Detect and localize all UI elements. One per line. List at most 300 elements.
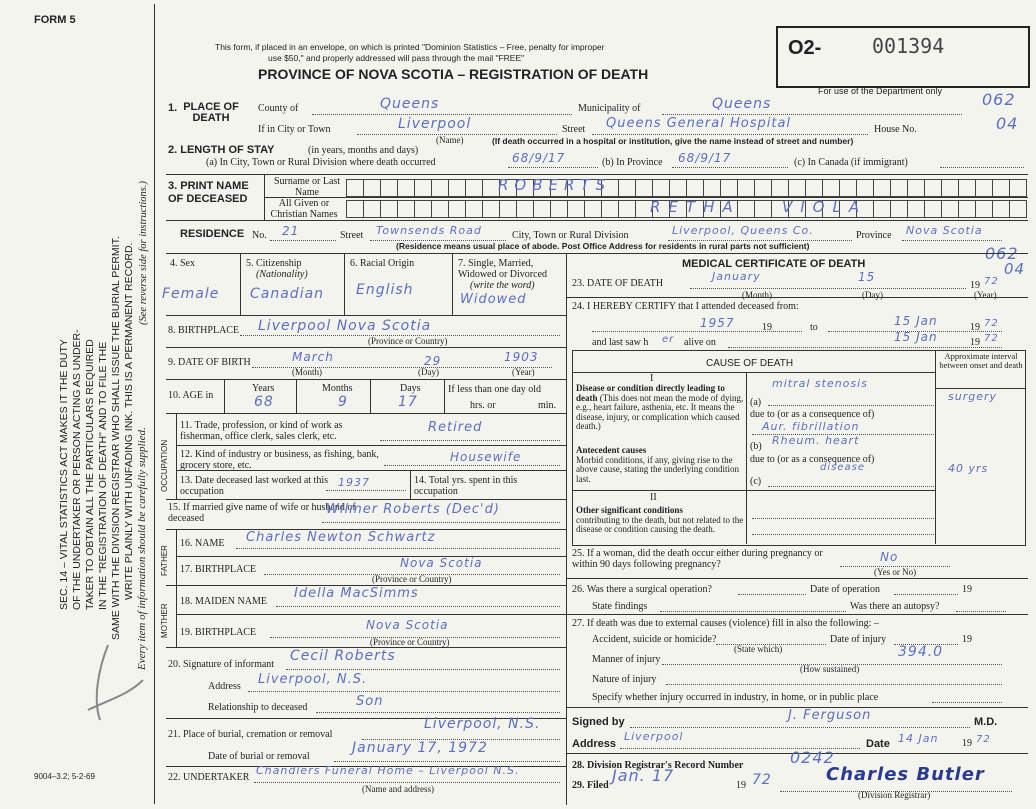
- father-birthplace-value: Nova Scotia: [400, 556, 483, 570]
- occupation-side-label: OCCUPATION: [160, 439, 169, 492]
- department-code-b: 04: [996, 114, 1019, 133]
- antecedent-desc: Morbid conditions, if any, giving rise to the above cause, stating the underlying condition last.: [576, 454, 739, 484]
- stay-c-line: [940, 167, 1024, 168]
- cause-label-divider: [746, 372, 747, 544]
- letter-box: [482, 200, 500, 218]
- undertaker-hint: (Name and address): [362, 784, 434, 794]
- side-text-6: WRITE PLAINLY WITH UNFADING INK. THIS IS A PERMANENT RECORD.: [123, 242, 135, 600]
- letter-box: [839, 179, 857, 197]
- q13-label: 13. Date deceased last worked at this occupation: [180, 475, 329, 497]
- mail-notice-2: use $50," and properly addressed will pass through the mail "FREE": [268, 53, 525, 63]
- side-text-3: TAKER TO OBTAIN ALL THE PARTICULARS REQUIRED: [84, 339, 96, 610]
- attended-to-label: to: [810, 322, 818, 333]
- direct-cause-desc: (This does not mean the mode of dying, e.g., heart failure, asthenia, etc. It means the disease, injury, or complication which caused death.): [576, 392, 744, 431]
- pregnancy-label: 25. If a woman, did the death occur either during pregnancy or within 90 days following pregnancy?: [572, 548, 823, 570]
- informant-address-value: Liverpool, N.S.: [258, 672, 368, 687]
- surname-value: ROBERTS: [498, 176, 612, 194]
- q13-value: 1937: [338, 476, 370, 489]
- record-number-value: 0242: [790, 748, 835, 767]
- form-code: 9004–3.2; 5-2-69: [34, 772, 95, 781]
- age-months-value: 9: [338, 394, 348, 410]
- registration-prefix: O2-: [788, 37, 822, 59]
- stay-a-value: 68/9/17: [512, 151, 566, 165]
- manner-code: 394.0: [898, 644, 944, 660]
- residence-note: (Residence means usual place of abode. Post Office Address for residents in rural parts not sufficient): [396, 241, 810, 251]
- other-conditions-title: Other significant conditions: [576, 505, 683, 515]
- attended-to: 15 Jan: [894, 314, 938, 328]
- hospital-note: (If death occurred in a hospital or institution, give the name instead of street and number): [492, 136, 854, 146]
- father-name-label: 16. NAME: [180, 538, 225, 549]
- state-which-hint: (State which): [734, 644, 783, 654]
- department-code-c: 062: [985, 244, 1019, 263]
- pregnancy-value: No: [880, 550, 899, 564]
- alive-on-label: alive on: [684, 337, 716, 348]
- letter-box: [380, 179, 398, 197]
- cause-b-label: (b): [750, 441, 762, 452]
- last-saw-year: 72: [984, 333, 999, 344]
- dob-year-hint: (Year): [512, 367, 535, 377]
- letter-box: [499, 200, 517, 218]
- racial-origin-value: English: [356, 282, 414, 298]
- mother-birthplace-value: Nova Scotia: [366, 618, 449, 632]
- other-line-2: [752, 534, 934, 535]
- mother-birthplace-label: 19. BIRTHPLACE: [180, 627, 257, 638]
- q12-value: Housewife: [450, 450, 522, 464]
- name-top-border: [166, 174, 1028, 175]
- age-less-label: If less than one day old: [448, 384, 542, 395]
- stay-c-label: (c) In Canada (if immigrant): [794, 157, 908, 168]
- letter-box: [941, 179, 959, 197]
- informant-signature: Cecil Roberts: [290, 648, 396, 664]
- age-div-3: [370, 379, 371, 413]
- operation-date-label: Date of operation: [810, 584, 880, 595]
- filed-year: 72: [752, 772, 772, 788]
- manner-label: Manner of injury: [592, 654, 661, 665]
- name-label: 3. PRINT NAME OF DECEASED: [168, 180, 249, 205]
- autopsy-line: [956, 611, 1006, 612]
- other-line-1: [752, 518, 934, 519]
- q14-divider: [410, 470, 411, 499]
- relationship-value: Son: [356, 694, 384, 709]
- q11-value: Retired: [428, 420, 483, 435]
- city-name-hint: (Name): [436, 135, 464, 145]
- letter-box: [363, 179, 381, 197]
- letter-box: [907, 200, 925, 218]
- undertaker-line: [254, 782, 560, 783]
- row-9-top: [166, 347, 566, 348]
- registrar-signature: Charles Butler: [826, 764, 985, 785]
- letter-box: [669, 179, 687, 197]
- letter-box: [924, 179, 942, 197]
- interval-b: 40 yrs: [948, 462, 989, 475]
- filed-value: Jan. 17: [612, 766, 675, 785]
- date-year: 72: [976, 734, 991, 745]
- margin-scribble-icon: [78, 640, 148, 730]
- letter-box: [346, 179, 364, 197]
- age-years-label: Years: [252, 383, 275, 394]
- given-name-2: VIOLA: [782, 198, 868, 216]
- spouse-label: 15. If married give name of wife or husband of deceased: [168, 502, 356, 524]
- mother-name-value: Idella MacSimms: [294, 586, 419, 601]
- age-label: 10. AGE in: [168, 390, 214, 401]
- section-ii-label: II: [650, 492, 657, 503]
- row-11-top: [166, 413, 566, 414]
- citizenship-hint: (Nationality): [256, 269, 308, 280]
- relationship-label: Relationship to deceased: [208, 702, 308, 713]
- accident-label: Accident, suicide or homicide?: [592, 634, 717, 645]
- letter-box: [414, 179, 432, 197]
- letter-box: [635, 179, 653, 197]
- department-code-a: 062: [982, 90, 1016, 109]
- residence-no-label: No.: [252, 230, 267, 241]
- cause-b-value: Rheum. heart: [772, 434, 860, 447]
- father-name-value: Charles Newton Schwartz: [246, 530, 436, 545]
- letter-box: [975, 200, 993, 218]
- cause-title: CAUSE OF DEATH: [706, 358, 794, 369]
- direct-cause-title: Disease or condition directly leading to death: [576, 383, 725, 403]
- municipality-line: [662, 114, 962, 115]
- letter-box: [414, 200, 432, 218]
- letter-box: [584, 200, 602, 218]
- dob-day: 29: [424, 354, 442, 368]
- date-of-death-label: 23. DATE OF DEATH: [572, 278, 664, 289]
- letter-box: [941, 200, 959, 218]
- letter-box: [958, 179, 976, 197]
- spouse-line: [322, 522, 560, 523]
- letter-box: [1009, 179, 1027, 197]
- letter-box: [397, 200, 415, 218]
- mother-side-border: [176, 585, 177, 647]
- stay-a-label: (a) In City, Town or Rural Division where death occurred: [206, 157, 436, 168]
- name-mid-border: [264, 197, 1028, 198]
- mail-notice-1: This form, if placed in an envelope, on which is printed "Dominion Statistics – Free, penalty for improper: [215, 42, 605, 52]
- row-17-top: [176, 556, 566, 557]
- father-side-label: FATHER: [160, 545, 169, 576]
- letter-box: [346, 200, 364, 218]
- surgery-label: 26. Was there a surgical operation?: [572, 584, 712, 595]
- birthplace-label: 8. BIRTHPLACE: [168, 325, 240, 336]
- filed-year-prefix: 19: [736, 780, 746, 791]
- letter-box: [890, 200, 908, 218]
- residence-province-value: Nova Scotia: [906, 224, 983, 237]
- letter-box: [465, 200, 483, 218]
- section-i-label: I: [650, 373, 654, 384]
- letter-box: [618, 179, 636, 197]
- letter-box: [703, 179, 721, 197]
- letter-box: [380, 200, 398, 218]
- date-year-prefix: 19: [962, 738, 972, 749]
- citizenship-label: 5. Citizenship: [246, 258, 302, 269]
- letter-box: [805, 179, 823, 197]
- letter-box: [397, 179, 415, 197]
- antecedent-title: Antecedent causes: [576, 445, 647, 455]
- q27-top: [566, 614, 1028, 615]
- age-years-value: 68: [254, 394, 274, 410]
- letter-box: [754, 179, 772, 197]
- cause-header-line: [572, 372, 936, 373]
- age-min-label: min.: [538, 400, 557, 411]
- signed-by-line: [630, 727, 970, 728]
- county-line: [312, 114, 572, 115]
- stay-b-value: 68/9/17: [678, 151, 732, 165]
- nature-line: [666, 684, 1002, 685]
- dob-day-hint: (Day): [418, 367, 439, 377]
- interval-divider: [935, 350, 936, 544]
- signed-by-label: Signed by: [572, 716, 625, 728]
- place-label-num: 1.: [168, 102, 178, 114]
- residence-label: RESIDENCE: [180, 228, 245, 240]
- department-use-label: For use of the Department only: [818, 86, 943, 96]
- row-15-top: [166, 499, 566, 500]
- registration-number: 001394: [872, 34, 945, 58]
- residence-city-value: Liverpool, Queens Co.: [672, 224, 814, 237]
- mother-birthplace-hint: (Province or Country): [370, 637, 450, 647]
- cause-a-line: [768, 405, 934, 406]
- injury-year-prefix: 19: [962, 634, 972, 645]
- letter-box: [431, 179, 449, 197]
- row-12-top: [176, 445, 566, 446]
- age-hrs-label: hrs. or: [470, 400, 496, 411]
- interval-label: Approximate interval between onset and death: [939, 351, 1023, 370]
- letter-box: [737, 179, 755, 197]
- due-to-b-label: due to (or as a consequence of): [750, 454, 875, 465]
- informant-label: 20. Signature of informant: [168, 659, 275, 670]
- death-year-hint: (Year): [974, 290, 997, 300]
- sex-divider: [240, 253, 241, 315]
- stay-b-line: [672, 167, 788, 168]
- letter-box: [958, 200, 976, 218]
- date-of-death-line: [690, 288, 966, 289]
- burial-date-label: Date of burial or removal: [208, 751, 310, 762]
- father-name-line: [236, 548, 560, 549]
- given-label: All Given or Christian Names: [270, 198, 338, 220]
- letter-box: [822, 179, 840, 197]
- side-text-4: IN THE "REGISTRATION OF DEATH" AND TO FILE THE: [97, 341, 109, 610]
- record-number-label: 28. Division Registrar's Record Number: [572, 760, 744, 771]
- row-13-top: [176, 470, 566, 471]
- letter-box: [771, 179, 789, 197]
- father-birthplace-label: 17. BIRTHPLACE: [180, 564, 257, 575]
- letter-box: [652, 179, 670, 197]
- letter-box: [907, 179, 925, 197]
- q14-label: 14. Total yrs. spent in this occupation: [414, 475, 518, 497]
- operation-year-prefix: 19: [962, 584, 972, 595]
- letter-box: [448, 200, 466, 218]
- marital-label: 7. Single, Married, Widowed or Divorced: [458, 258, 548, 280]
- birthplace-value: Liverpool Nova Scotia: [258, 318, 432, 334]
- middle-divider: [566, 253, 567, 805]
- letter-box: [890, 179, 908, 197]
- residence-city-label: City, Town or Rural Division: [512, 230, 629, 241]
- letter-box: [992, 200, 1010, 218]
- house-label: House No.: [874, 124, 917, 135]
- q12-line: [384, 465, 560, 466]
- age-days-label: Days: [400, 383, 421, 394]
- mother-side-label: MOTHER: [160, 603, 169, 638]
- row-10-top: [166, 379, 566, 380]
- letter-box: [873, 179, 891, 197]
- form-title: PROVINCE OF NOVA SCOTIA – REGISTRATION OF DEATH: [258, 66, 649, 82]
- other-conditions-label: [576, 506, 744, 535]
- cause-c-line: [768, 486, 934, 487]
- death-year-prefix: 19: [970, 280, 980, 291]
- direct-cause-label: [576, 384, 744, 432]
- q11-line: [380, 440, 560, 441]
- name-bottom-border: [166, 220, 1028, 221]
- burial-place-value: Liverpool, N.S.: [424, 716, 541, 732]
- external-causes-label: 27. If death was due to external causes (violence) fill in also the following: –: [572, 618, 879, 629]
- letter-box: [516, 200, 534, 218]
- address-value: Liverpool: [624, 730, 684, 743]
- place-label: PLACE OF DEATH: [183, 101, 239, 124]
- burial-place-label: 21. Place of burial, cremation or removal: [168, 729, 333, 740]
- citizenship-value: Canadian: [250, 286, 325, 302]
- interval-a: surgery: [948, 390, 998, 403]
- operation-date-line: [894, 594, 958, 595]
- occupation-side-border: [176, 413, 177, 499]
- side-text-5: SAME WITH THE DIVISION REGISTRAR WHO SHALL ISSUE THE BURIAL PERMIT.: [110, 236, 122, 640]
- age-div-1: [224, 379, 225, 413]
- mother-name-line: [276, 606, 560, 607]
- section-ii-line: [572, 490, 936, 491]
- residence-province-line: [902, 240, 1002, 241]
- racial-origin-label: 6. Racial Origin: [350, 258, 415, 269]
- stay-hint: (in years, months and days): [308, 145, 419, 156]
- letter-box: [924, 200, 942, 218]
- medical-title: MEDICAL CERTIFICATE OF DEATH: [682, 258, 866, 270]
- yes-no-hint: (Yes or No): [874, 567, 917, 577]
- row-19-top: [176, 614, 566, 615]
- father-birthplace-hint: (Province or Country): [372, 574, 452, 584]
- last-saw-year-prefix: 19: [970, 337, 980, 348]
- q11-label: 11. Trade, profession, or kind of work as fisherman, office clerk, sales clerk, etc.: [180, 420, 343, 442]
- surgery-line: [738, 594, 806, 595]
- municipality-label: Municipality of: [578, 103, 641, 114]
- date-value: 14 Jan: [898, 732, 939, 745]
- side-text-8: (See reverse side for instructions.): [138, 181, 149, 325]
- age-div-2: [296, 379, 297, 413]
- informant-line: [286, 669, 560, 670]
- dob-label: 9. DATE OF BIRTH: [168, 357, 251, 368]
- age-div-4: [444, 379, 445, 413]
- birthplace-hint: (Province or Country): [368, 336, 448, 346]
- letter-box: [601, 200, 619, 218]
- origin-divider: [452, 253, 453, 315]
- death-month: January: [712, 270, 761, 283]
- form-label: FORM 5: [34, 14, 76, 26]
- due-to-a-label: due to (or as a consequence of): [750, 409, 875, 420]
- letter-box: [856, 179, 874, 197]
- autopsy-label: Was there an autopsy?: [850, 601, 940, 612]
- cause-a-value: mitral stenosis: [772, 377, 868, 390]
- antecedent-label: [576, 446, 744, 484]
- cause-a-label: (a): [750, 397, 762, 408]
- cause-b2-value: disease: [820, 462, 865, 473]
- letter-box: [431, 200, 449, 218]
- nature-label: Nature of injury: [592, 674, 657, 685]
- last-saw-date: 15 Jan: [894, 330, 938, 344]
- letter-box: [363, 200, 381, 218]
- death-day: 15: [858, 270, 876, 284]
- marital-value: Widowed: [460, 292, 527, 307]
- letter-box: [533, 200, 551, 218]
- residence-province-label: Province: [856, 230, 892, 241]
- findings-line: [660, 611, 846, 612]
- letter-box: [754, 200, 772, 218]
- undertaker-label: 22. UNDERTAKER: [168, 772, 250, 783]
- death-day-hint: (Day): [862, 290, 883, 300]
- how-sustained-hint: (How sustained): [800, 664, 860, 674]
- attended-from-year-prefix: 19: [762, 322, 772, 333]
- letter-box: [465, 179, 483, 197]
- residence-no-value: 21: [282, 224, 300, 238]
- cause-a2-value: Aur. fibrillation: [762, 420, 860, 433]
- father-side-border: [176, 529, 177, 585]
- letter-box: [975, 179, 993, 197]
- letter-box: [720, 179, 738, 197]
- age-months-label: Months: [322, 383, 353, 394]
- specify-line: [932, 702, 1002, 703]
- letter-box: [686, 179, 704, 197]
- municipality-value: Queens: [712, 96, 772, 112]
- letter-box: [448, 179, 466, 197]
- street-line: [592, 134, 868, 135]
- q26-top: [566, 578, 1028, 579]
- relationship-line: [316, 712, 560, 713]
- injury-date-label: Date of injury: [830, 634, 887, 645]
- letter-box: [1009, 200, 1027, 218]
- q24-top: [566, 297, 1028, 298]
- date-label: Date: [866, 738, 890, 750]
- interval-header-line: [935, 388, 1025, 389]
- dob-month-hint: (Month): [292, 367, 322, 377]
- age-days-value: 17: [398, 394, 418, 410]
- findings-label: State findings: [592, 601, 648, 612]
- attended-label: 24. I HEREBY CERTIFY that I attended deceased from:: [572, 301, 799, 312]
- street-label: Street: [562, 124, 586, 135]
- letter-box: [873, 200, 891, 218]
- md-label: M.D.: [974, 716, 998, 728]
- stay-label: 2. LENGTH OF STAY: [168, 144, 275, 156]
- death-month-hint: (Month): [742, 290, 772, 300]
- undertaker-value: Chandlers Funeral Home – Liverpool N.S.: [256, 764, 520, 777]
- letter-box: [992, 179, 1010, 197]
- q13-line: [326, 490, 406, 491]
- attended-to-year-prefix: 19: [970, 322, 980, 333]
- letter-box: [618, 200, 636, 218]
- other-conditions-desc: contributing to the death, but not related to the disease or condition causing the death.: [576, 514, 744, 534]
- given-name-1: RETHA: [650, 198, 741, 216]
- street-value: Queens General Hospital: [606, 116, 792, 131]
- burial-date-value: January 17, 1972: [352, 740, 488, 756]
- city-value: Liverpool: [398, 116, 472, 132]
- county-label: County of: [258, 103, 299, 114]
- side-text-1: SEC. 14 – VITAL STATISTICS ACT MAKES IT THE DUTY: [58, 339, 70, 610]
- death-year: 72: [984, 276, 999, 287]
- row-8-top: [166, 315, 566, 316]
- letter-box: [567, 200, 585, 218]
- informant-address-line: [248, 691, 560, 692]
- address-label: Address: [572, 738, 617, 750]
- letter-box: [788, 179, 806, 197]
- cause-c-label: (c): [750, 476, 762, 487]
- sex-value: Female: [162, 286, 220, 302]
- city-label: If in City or Town: [258, 124, 331, 135]
- residence-street-label: Street: [340, 230, 364, 241]
- burial-date-line: [334, 761, 560, 762]
- surname-label: Surname or Last Name: [273, 176, 341, 198]
- specify-label: Specify whether injury occurred in industry, in home, or in public place: [592, 692, 879, 703]
